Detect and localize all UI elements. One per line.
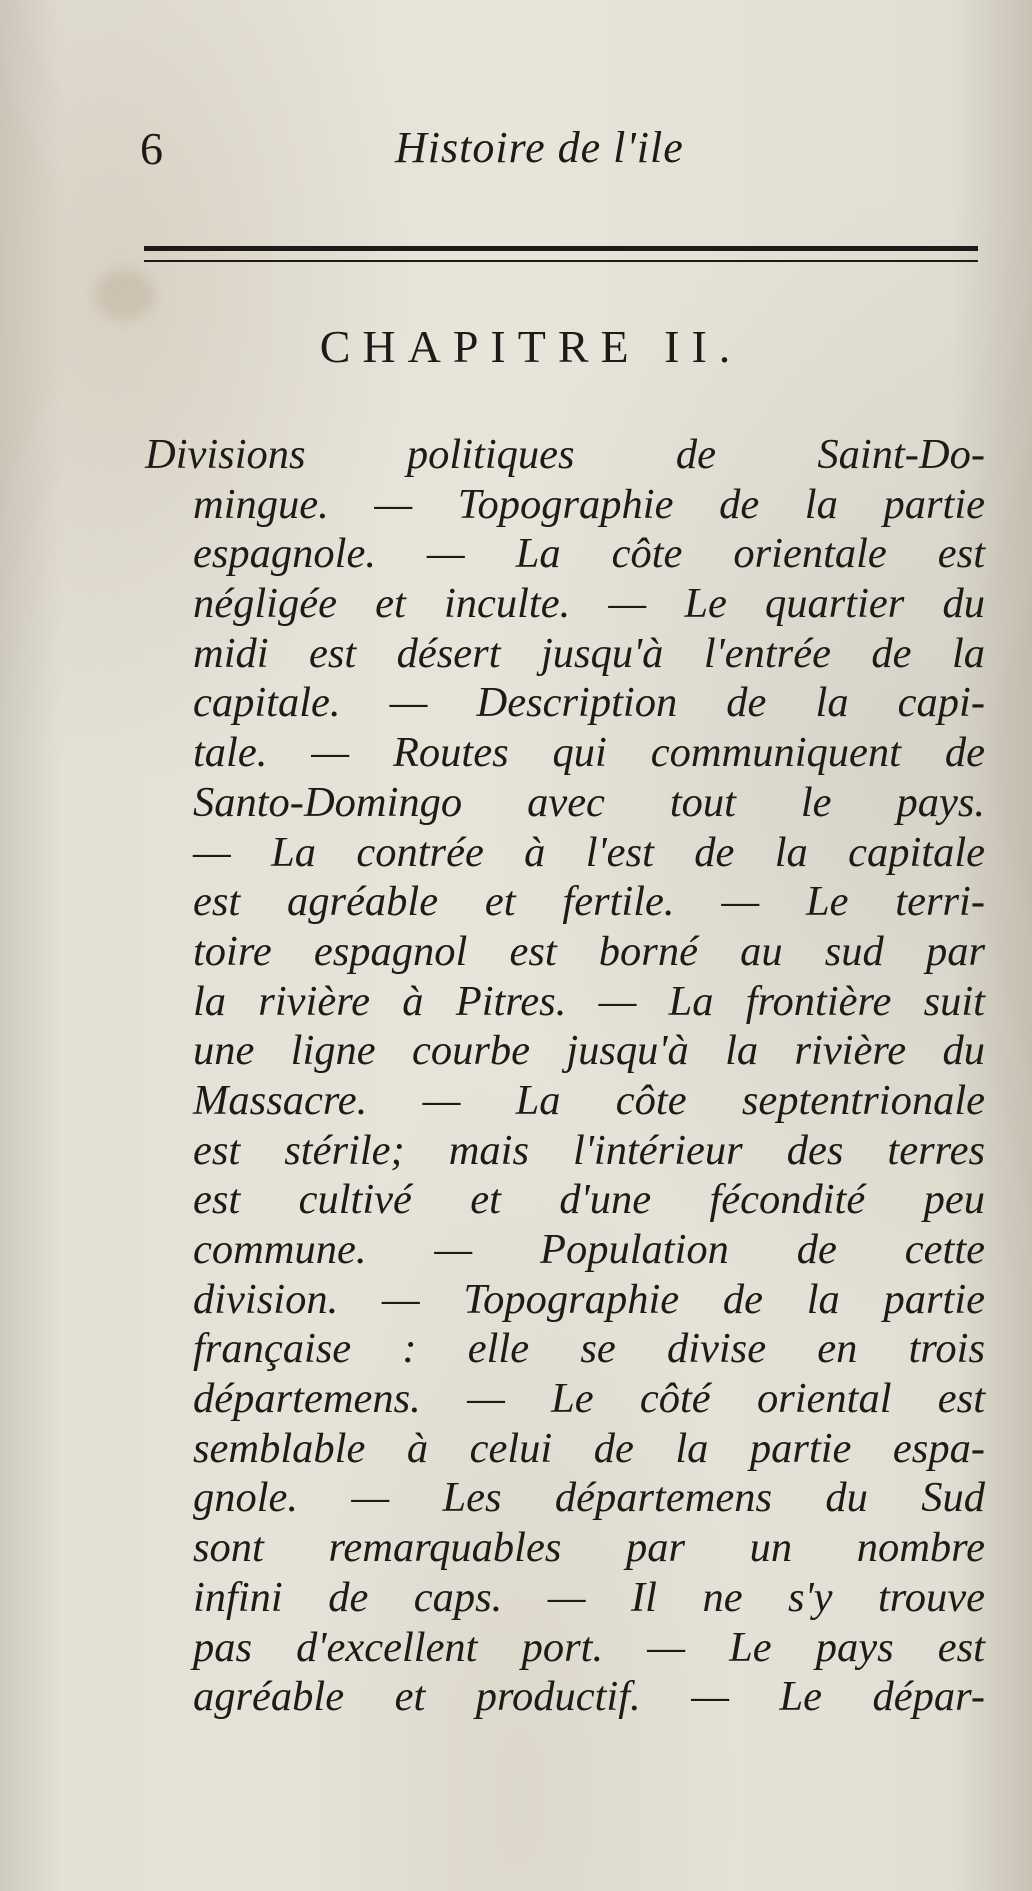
summary-line: Divisions politiques de Saint-Do- xyxy=(145,431,985,478)
summary-line: pas d'excellent port. — Le pays est xyxy=(193,1623,985,1671)
summary-line: Santo-Domingo avec tout le pays. xyxy=(193,778,985,826)
summary-line: tale. — Routes qui communiquent de xyxy=(193,729,985,777)
summary-line: française : elle se divise en trois xyxy=(193,1325,985,1373)
summary-line: gnole. — Les départemens du Sud xyxy=(193,1474,985,1522)
header-rule-thin xyxy=(144,260,978,262)
summary-line: toire espagnol est borné au sud par xyxy=(193,927,985,975)
chapter-heading: CHAPITRE II. xyxy=(319,321,743,372)
paper-stain xyxy=(95,270,155,320)
summary-line: mingue. — Topographie de la partie xyxy=(193,480,985,528)
header-rule-thick xyxy=(144,246,978,251)
summary-line: commune. — Population de cette xyxy=(193,1226,985,1273)
summary-line: espagnole. — La côte orientale est xyxy=(193,530,985,578)
summary-line: est agréable et fertile. — Le terri- xyxy=(193,878,985,926)
summary-line: est stérile; mais l'intérieur des terres xyxy=(193,1126,985,1174)
summary-line: capitale. — Description de la capi- xyxy=(193,679,985,727)
summary-line: est cultivé et d'une fécondité peu xyxy=(193,1176,985,1224)
summary-line: midi est désert jusqu'à l'entrée de la xyxy=(193,629,985,677)
summary-line: division. — Topographie de la partie xyxy=(193,1275,985,1323)
summary-line: semblable à celui de la partie espa- xyxy=(193,1424,985,1472)
summary-line: sont remarquables par un nombre xyxy=(193,1524,985,1572)
summary-line: — La contrée à l'est de la capitale xyxy=(193,828,985,876)
summary-line: une ligne courbe jusqu'à la rivière du xyxy=(193,1027,985,1075)
running-title: Histoire de l'ile xyxy=(395,123,684,172)
summary-line: négligée et inculte. — Le quartier du xyxy=(193,580,985,628)
summary-line: Massacre. — La côte septentrionale xyxy=(193,1076,985,1124)
summary-line: départemens. — Le côté oriental est xyxy=(193,1375,985,1423)
summary-line: la rivière à Pitres. — La frontière suit xyxy=(193,977,985,1025)
summary-line: agréable et productif. — Le dépar- xyxy=(193,1673,985,1721)
summary-line: infini de caps. — Il ne s'y trouve xyxy=(193,1573,985,1621)
chapter-summary xyxy=(145,430,985,1722)
page-number: 6 xyxy=(140,123,163,174)
